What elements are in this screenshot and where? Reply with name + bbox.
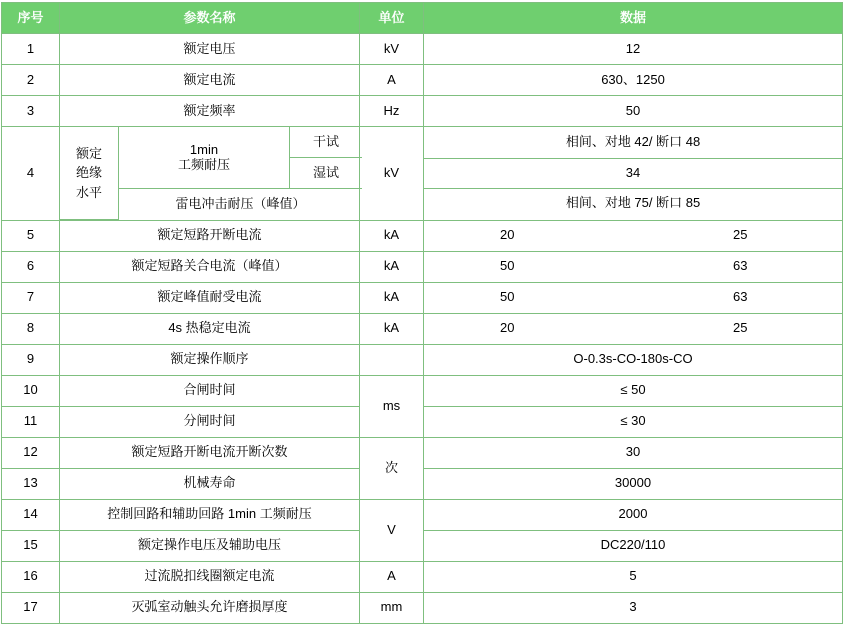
row-no: 15 bbox=[2, 530, 60, 561]
row-name: 控制回路和辅助回路 1min 工频耐压 bbox=[60, 499, 360, 530]
table-row bbox=[2, 34, 843, 65]
row-data-left: 50 bbox=[500, 258, 515, 274]
row-unit: V bbox=[360, 499, 424, 561]
row-data: 50 bbox=[424, 96, 843, 127]
table-row-insulation bbox=[2, 127, 843, 221]
row-data: 630、1250 bbox=[424, 65, 843, 96]
row-unit: A bbox=[360, 65, 424, 96]
row-data bbox=[424, 220, 843, 251]
insulation-group-label: 额定 绝缘 水平 bbox=[60, 127, 119, 219]
table-row bbox=[2, 220, 843, 251]
row-no: 5 bbox=[2, 220, 60, 251]
power-frequency-label bbox=[119, 127, 290, 189]
row-name: 额定短路开断电流 bbox=[60, 220, 360, 251]
row-unit: Hz bbox=[360, 96, 424, 127]
row-no: 3 bbox=[2, 96, 60, 127]
table-header-row bbox=[2, 3, 843, 34]
row-data: 3 bbox=[424, 592, 843, 623]
row-name: 过流脱扣线圈额定电流 bbox=[60, 561, 360, 592]
insulation-data-dry: 相间、对地 42/ 断口 48 bbox=[424, 128, 842, 158]
row-unit: ms bbox=[360, 375, 424, 437]
row-no: 11 bbox=[2, 406, 60, 437]
row-name: 灭弧室动触头允许磨损厚度 bbox=[60, 592, 360, 623]
row-data-left: 50 bbox=[500, 289, 515, 305]
row-data bbox=[424, 282, 843, 313]
row-name: 额定电流 bbox=[60, 65, 360, 96]
row-name: 机械寿命 bbox=[60, 468, 360, 499]
row-unit: A bbox=[360, 561, 424, 592]
row-data-left: 20 bbox=[500, 320, 515, 336]
insulation-name-cell bbox=[60, 127, 360, 221]
row-no: 8 bbox=[2, 313, 60, 344]
row-name: 额定频率 bbox=[60, 96, 360, 127]
row-data: ≤ 50 bbox=[424, 375, 843, 406]
row-data-right: 63 bbox=[733, 258, 748, 274]
row-unit-empty bbox=[360, 344, 424, 375]
table-row bbox=[2, 65, 843, 96]
row-data: O-0.3s-CO-180s-CO bbox=[424, 344, 843, 375]
table-row bbox=[2, 592, 843, 623]
row-name: 额定短路关合电流（峰值） bbox=[60, 251, 360, 282]
row-data-left: 20 bbox=[500, 227, 515, 243]
row-unit: mm bbox=[360, 592, 424, 623]
table-row bbox=[2, 251, 843, 282]
table-row bbox=[2, 313, 843, 344]
column-header-data: 数据 bbox=[424, 3, 843, 34]
row-data bbox=[424, 313, 843, 344]
row-name: 分闸时间 bbox=[60, 406, 360, 437]
row-unit: kA bbox=[360, 282, 424, 313]
table-row bbox=[2, 282, 843, 313]
row-unit: kA bbox=[360, 313, 424, 344]
row-data: ≤ 30 bbox=[424, 406, 843, 437]
insulation-data-impulse: 相间、对地 75/ 断口 85 bbox=[565, 195, 701, 211]
column-header-no: 序号 bbox=[2, 3, 60, 34]
specification-table bbox=[1, 2, 843, 624]
row-no: 13 bbox=[2, 468, 60, 499]
row-unit: kA bbox=[360, 251, 424, 282]
row-name: 额定操作顺序 bbox=[60, 344, 360, 375]
table-row bbox=[2, 561, 843, 592]
column-header-name: 参数名称 bbox=[60, 3, 360, 34]
row-data: 12 bbox=[424, 34, 843, 65]
pf-line2: 工频耐压 bbox=[177, 156, 230, 172]
row-unit: kV bbox=[360, 34, 424, 65]
row-no: 16 bbox=[2, 561, 60, 592]
row-data bbox=[424, 251, 843, 282]
row-no: 14 bbox=[2, 499, 60, 530]
row-data: DC220/110 bbox=[424, 530, 843, 561]
row-no: 1 bbox=[2, 34, 60, 65]
row-name: 额定短路开断电流开断次数 bbox=[60, 437, 360, 468]
insulation-data-cell bbox=[424, 127, 843, 221]
row-unit: kA bbox=[360, 220, 424, 251]
table-row bbox=[2, 96, 843, 127]
row-name: 额定峰值耐受电流 bbox=[60, 282, 360, 313]
table-row bbox=[2, 344, 843, 375]
row-unit: 次 bbox=[360, 437, 424, 499]
row-no: 6 bbox=[2, 251, 60, 282]
pf-line1: 1min bbox=[189, 141, 219, 157]
row-no: 17 bbox=[2, 592, 60, 623]
row-name: 合闸时间 bbox=[60, 375, 360, 406]
lightning-impulse-label: 雷电冲击耐压（峰值） bbox=[119, 189, 363, 220]
row-unit: kV bbox=[360, 127, 424, 221]
row-data: 30 bbox=[424, 437, 843, 468]
row-name: 额定操作电压及辅助电压 bbox=[60, 530, 360, 561]
row-data: 5 bbox=[424, 561, 843, 592]
insulation-inner-table bbox=[60, 127, 362, 220]
row-data: 2000 bbox=[424, 499, 843, 530]
insulation-data-wet: 34 bbox=[424, 159, 842, 189]
row-name: 额定电压 bbox=[60, 34, 360, 65]
dry-test-label: 干试 bbox=[290, 127, 363, 158]
row-data: 30000 bbox=[424, 468, 843, 499]
row-no: 10 bbox=[2, 375, 60, 406]
row-data-right: 63 bbox=[733, 289, 748, 305]
row-no: 4 bbox=[2, 127, 60, 221]
row-data-right: 25 bbox=[733, 320, 748, 336]
row-no: 7 bbox=[2, 282, 60, 313]
row-no: 9 bbox=[2, 344, 60, 375]
column-header-unit: 单位 bbox=[360, 3, 424, 34]
table-row bbox=[2, 499, 843, 530]
row-name: 4s 热稳定电流 bbox=[60, 313, 360, 344]
wet-test-label: 湿试 bbox=[290, 158, 363, 189]
table-row bbox=[2, 375, 843, 406]
row-no: 2 bbox=[2, 65, 60, 96]
row-data-right: 25 bbox=[733, 227, 748, 243]
table-row bbox=[2, 437, 843, 468]
row-no: 12 bbox=[2, 437, 60, 468]
